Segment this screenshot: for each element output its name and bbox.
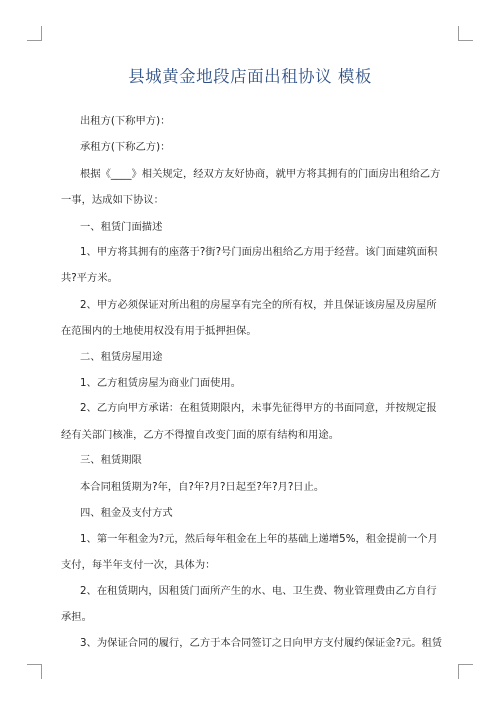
paragraph-line: 承担。 [61,611,92,623]
page-corner-mark-top-left [27,26,42,41]
paragraph-line: 在范围内的土地使用权没有用于抵押担保。 [61,325,257,337]
section-heading: 四、租金及支付方式 [80,507,173,519]
paragraph-line: 2、在租赁期内，因租赁门面所产生的水、电、卫生费、物业管理费由乙方自行 [80,585,437,597]
paragraph-line: 支付，每半年支付一次，具体为： [61,559,216,571]
page-corner-mark-bottom-right [458,664,473,679]
paragraph-line: 2、甲方必须保证对所出租的房屋享有完全的所有权，并且保证该房屋及房屋所 [80,299,437,311]
section-heading: 二、租赁房屋用途 [80,351,163,363]
paragraph-line: 共?平方米。 [61,272,118,284]
party-b-line: 承租方(下称乙方)： [80,141,171,153]
paragraph-line: 本合同租赁期为?年，自?年?月?日起至?年?月?日止。 [80,481,325,493]
page-corner-mark-top-right [458,26,473,41]
paragraph-line: 2、乙方向甲方承诺：在租赁期限内，未事先征得甲方的书面同意，并按规定报 [80,402,437,414]
paragraph-line: 3、为保证合同的履行，乙方于本合同签订之日向甲方支付履约保证金?元。租赁 [80,637,443,649]
page-corner-mark-bottom-left [27,664,42,679]
paragraph-line: 1、第一年租金为?元，然后每年租金在上年的基础上递增5%，租金提前一个月 [80,533,438,545]
party-a-line: 出租方(下称甲方)： [80,115,171,127]
paragraph-line: 1、乙方租赁房屋为商业门面使用。 [80,377,242,389]
section-heading: 一、租赁门面描述 [80,221,163,233]
section-heading: 三、租赁期限 [80,454,142,466]
paragraph-line: 经有关部门核准，乙方不得擅自改变门面的原有结构和用途。 [61,429,340,441]
document-title: 县城黄金地段店面出租协议 模板 [128,67,372,86]
paragraph-line: 1、甲方将其拥有的座落于?街?号门面房出租给乙方用于经营。该门面建筑面积 [80,246,438,258]
document-body [61,114,445,649]
paragraph-line: 根据《____》相关规定，经双方友好协商，就甲方将其拥有的门面房出租给乙方 [80,168,441,180]
paragraph-line: 一事，达成如下协议： [61,194,164,206]
